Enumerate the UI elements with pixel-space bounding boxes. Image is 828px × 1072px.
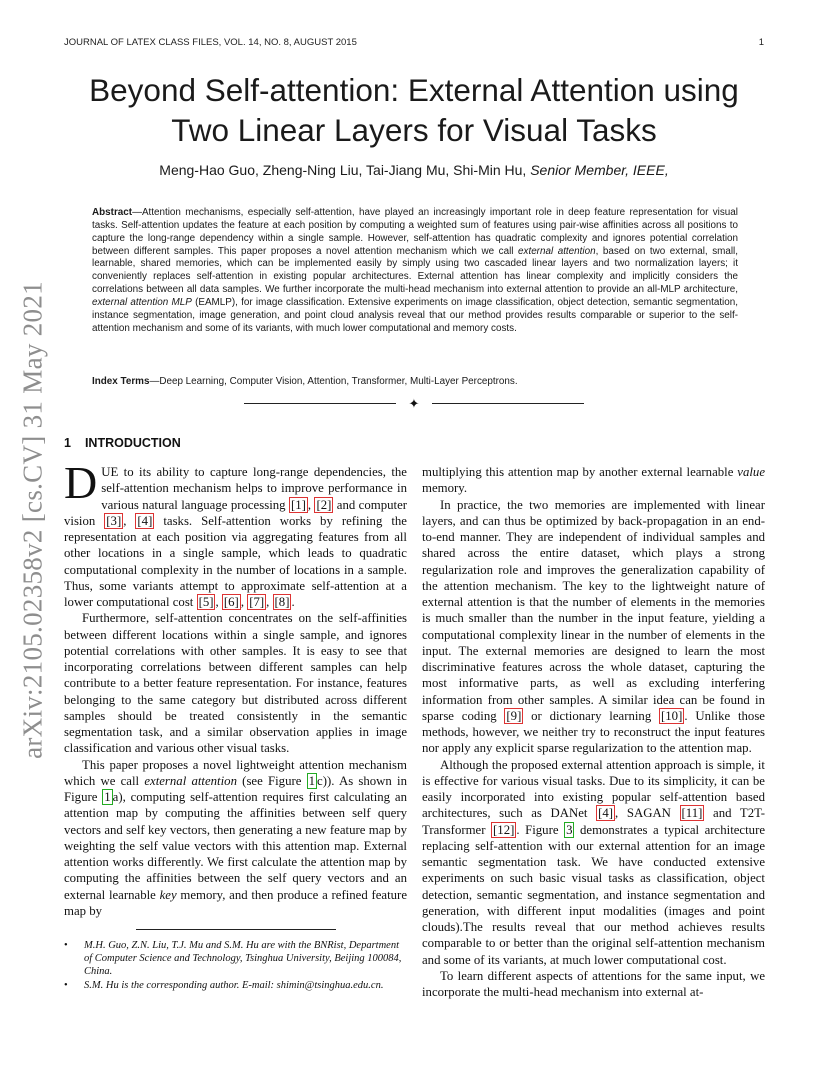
citation-link[interactable]: [8]: [274, 595, 290, 609]
paragraph: Furthermore, self-attention concentrates on the self-affinities between different locations within a single sample, and ignores potential correlations with other samples. It is easy to see that incorporating correlations between different samples can help contribute to a better feature representation. For instance, features belonging to the same category but distributed across different samples should be treated consistently in the semantic segmentation task, and a similar observation applies in image classification and various other visual tasks.: [64, 611, 407, 756]
text: .: [291, 595, 295, 609]
paragraph: [64, 457, 408, 610]
footnote: [64, 979, 407, 992]
text: This paper proposes a novel lightweight attention mechanism which we call: [64, 757, 407, 788]
abstract-text: —Attention mechanisms, especially self-attention, have played an increasingly important role in deep feature representation for visual tasks. Self-attention updates the feature at each position by computing a weighted sum of features using pair-wise affinities across all positions to capture the long-range dependency within a single sample. However, self-attention has quadratic complexity and ignores potential correlation between different samples. This paper proposes a novel attention mechanism which we call: [92, 207, 738, 257]
text: (see Figure: [236, 773, 307, 788]
paragraph: [422, 757, 765, 968]
divider-line-right: [432, 403, 584, 404]
right-column: [422, 464, 765, 1000]
text: . Unlike those methods, however, we neither try to reconstruct the input features nor apply any explicit sparse regularization to the attention map.: [422, 708, 765, 756]
text: and computer vision: [64, 497, 408, 528]
abstract: [92, 207, 738, 335]
footnote: [64, 939, 407, 979]
author-role: Senior Member, IEEE,: [530, 162, 669, 178]
emphasis: value: [737, 465, 765, 479]
text: memory.: [422, 481, 468, 496]
citation-link[interactable]: [3]: [106, 513, 122, 528]
footnote-text: M.H. Guo, Z.N. Liu, T.J. Mu and S.M. Hu are with the BNRist, Department of Computer Science and Technology, Tsinghua University, Beijing 100084, China.: [84, 940, 402, 978]
citation-link[interactable]: [12]: [493, 822, 515, 837]
diamond-icon: ✦: [408, 396, 420, 411]
divider-line-left: [244, 403, 396, 404]
text: , SAGAN: [615, 806, 680, 821]
citation-link[interactable]: [1]: [290, 497, 306, 512]
text: tasks. Self-attention works by refining the representation at each position via aggregating features from all other locations in a single sample, which leads to quadratic computational complexity in the number of locations in a sample. Thus, some variants attempt to approximate self-attention at a lower computational cost: [64, 513, 407, 609]
index-terms: [92, 376, 738, 387]
footnote-text: S.M. Hu is the corresponding author. E-mail: shimin@tsinghua.edu.cn.: [84, 979, 384, 991]
citation-link[interactable]: [10]: [661, 708, 683, 723]
arxiv-identifier: arXiv:2105.02358v2 [cs.CV] 31 May 2021: [17, 281, 48, 759]
text: Although the proposed external attention approach is simple, it is effective for various visual tasks. Due to its simplicity, it can be easily incorporated into existing popular self-attention based architectures, such as DANet: [422, 757, 765, 821]
emphasis: external attention: [144, 773, 237, 788]
text: and T2T-Transformer: [422, 806, 765, 837]
abstract-emphasis: external attention: [518, 245, 596, 257]
footnotes: [64, 939, 407, 992]
index-terms-label: Index Terms: [92, 376, 150, 387]
section-number: 1: [64, 436, 71, 450]
left-column: [64, 457, 408, 919]
drop-cap: D: [64, 457, 98, 508]
text: UE to its ability to capture long-range dependencies, the self-attention mechanism helps to improve performance in various natural language processing: [101, 465, 407, 512]
citation-link[interactable]: [7]: [249, 595, 265, 609]
citation-link[interactable]: [9]: [506, 708, 522, 723]
bullet-icon: •: [64, 979, 68, 991]
citation-link[interactable]: [4]: [137, 513, 153, 528]
journal-name: JOURNAL OF LATEX CLASS FILES, VOL. 14, NO. 8, AUGUST 2015: [64, 37, 357, 48]
section-divider: [244, 397, 584, 411]
section-title: INTRODUCTION: [84, 436, 181, 450]
figure-link[interactable]: 1: [308, 773, 316, 788]
citation-link[interactable]: [6]: [223, 595, 239, 609]
text: ,: [307, 497, 315, 512]
paper-title: Beyond Self-attention: External Attention using Two Linear Layers for Visual Tasks: [89, 72, 739, 148]
index-terms-text: —Deep Learning, Computer Vision, Attention, Transformer, Multi-Layer Perceptrons.: [149, 376, 518, 387]
abstract-text: , based on two external, small, learnable, shared memories, which can be implemented easily by simply using two cascaded linear layers and two normalization layers; it conveniently replaces self-attention in existing popular architectures. External attention has linear complexity and implicitly considers the correlations between all data samples. We further incorporate the multi-head mechanism into external attention to provide an all-MLP architecture,: [92, 245, 738, 296]
citation-link[interactable]: [2]: [316, 497, 332, 512]
citation-link[interactable]: [4]: [598, 806, 614, 821]
text: or dictionary learning: [523, 708, 660, 723]
paragraph: [64, 757, 407, 920]
figure-link[interactable]: 3: [566, 822, 573, 837]
bullet-icon: •: [64, 940, 68, 951]
text: ,: [240, 595, 248, 609]
text: a), computing self-attention requires first calculating an attention map by computing the affinities between self query vectors and self key vectors, then generating a new feature map by weighting the self value vectors with this attention map. External attention works differently. We first calculate the attention map by computing the affinities between the self query vectors and an external learnable: [64, 790, 407, 902]
text: ,: [266, 595, 273, 609]
text: ,: [215, 595, 222, 609]
footnote-rule: [136, 929, 336, 930]
text: ,: [123, 513, 136, 528]
abstract-text: (EAMLP), for image classification. Extensive experiments on image classification, object detection, semantic segmentation, instance segmentation, image generation, and point cloud analysis reveal that our method provides results comparable or superior to the self-attention mechanism and some of its variants, with much lower computational and memory costs.: [92, 296, 738, 334]
text: c)). As shown in Figure: [64, 773, 407, 804]
abstract-emphasis: external attention MLP: [92, 296, 192, 308]
paragraph: To learn different aspects of attentions for the same input, we incorporate the multi-head mechanism into external at-: [422, 968, 765, 999]
text: . Figure: [516, 822, 565, 837]
section-heading: [64, 436, 181, 450]
paragraph: [422, 497, 765, 757]
citation-link[interactable]: [5]: [198, 595, 214, 609]
running-header: [64, 37, 764, 51]
emphasis: key: [159, 887, 177, 902]
text: multiplying this attention map by another external learnable: [422, 465, 738, 479]
paragraph: [422, 464, 765, 497]
author-list: [60, 162, 768, 178]
citation-link[interactable]: [11]: [681, 806, 703, 821]
text: demonstrates a typical architecture replacing self-attention with our external attention for an image semantic segmentation task. We have conducted extensive experiments on such basic visual tasks as classification, object detection, semantic segmentation, and instance segmentation and generation, with different input modalities (images and point clouds).The results reveal that our method achieves results comparable to or better than the original self-attention mechanism and some of its variants, at much lower computational cost.: [422, 822, 766, 967]
text: memory, and then produce a refined feature map by: [64, 887, 407, 918]
text: In practice, the two memories are implemented with linear layers, and can thus be optimized by back-propagation in an end-to-end manner. They are independent of individual samples and shared across the entire dataset, which plays a strong regularization role and improves the generalization capability of the attention mechanism. The key to the lightweight nature of external attention is that the number of elements in the memories is much smaller than the number in the input feature, yielding a computational complexity linear in the number of elements in the input. The external memories are designed to learn the most discriminative features across the whole dataset, capturing the most informative parts, as well as excluding interfering information from other samples. A similar idea can be found in sparse coding: [422, 497, 765, 723]
figure-link[interactable]: 1: [104, 790, 111, 804]
abstract-label: Abstract: [92, 207, 133, 218]
author-names: Meng-Hao Guo, Zheng-Ning Liu, Tai-Jiang Mu, Shi-Min Hu,: [159, 162, 531, 178]
page-number: 1: [758, 37, 764, 48]
